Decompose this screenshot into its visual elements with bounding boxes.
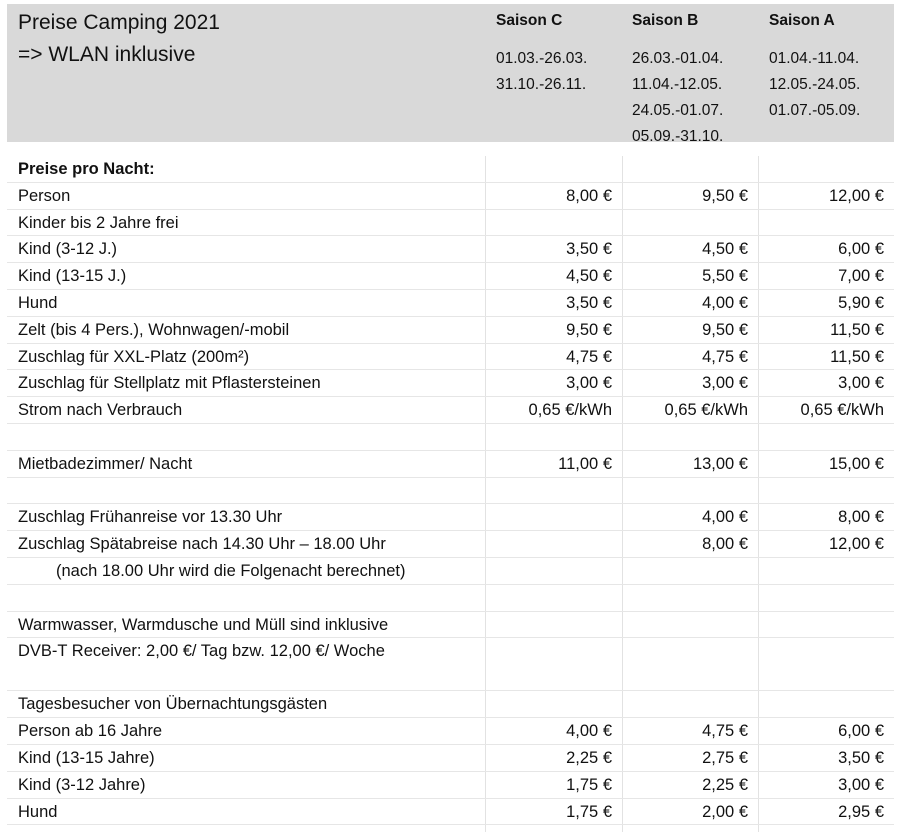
- price-saison-b: 2,00 €: [702, 802, 748, 821]
- season-date-range: 05.09.-31.10.: [632, 128, 724, 145]
- row-label: Preise pro Nacht:: [18, 160, 155, 178]
- row-label: Zuschlag für Stellplatz mit Pflastersteinen: [18, 374, 321, 393]
- season-date-range: 11.04.-12.05.: [632, 76, 723, 93]
- price-saison-b: 4,75 €: [702, 722, 748, 741]
- price-saison-c: 1,75 €: [566, 775, 612, 794]
- season-date-range: 26.03.-01.04.: [632, 50, 724, 67]
- table-row: [7, 424, 894, 451]
- wlan-note: => WLAN inklusive: [18, 43, 196, 66]
- table-row: [7, 558, 894, 585]
- price-saison-b: 0,65 €/kWh: [664, 401, 748, 420]
- row-label: Zelt (bis 4 Pers.), Wohnwagen/-mobil: [18, 320, 290, 339]
- price-saison-a: 8,00 €: [838, 508, 884, 527]
- table-row: [7, 612, 894, 639]
- table-row: [7, 290, 894, 317]
- season-dates: [769, 46, 860, 124]
- table-row: [7, 317, 894, 344]
- table-row: [7, 638, 894, 691]
- price-saison-c: 3,00 €: [566, 374, 612, 393]
- price-saison-a: 6,00 €: [838, 240, 884, 259]
- row-label: Tagesbesucher von Übernachtungsgästen: [18, 695, 328, 714]
- table-row: [7, 478, 894, 505]
- row-label: Person ab 16 Jahre: [18, 722, 163, 741]
- price-saison-c: 11,00 €: [558, 454, 612, 473]
- price-saison-c: 4,75 €: [566, 347, 612, 366]
- table-row: [7, 451, 894, 478]
- table-row: [7, 772, 894, 799]
- row-label: Zuschlag für XXL-Platz (200m²): [18, 347, 250, 366]
- row-label: Mietbadezimmer/ Nacht: [18, 454, 193, 473]
- table-row: [7, 585, 894, 612]
- table-row: [7, 718, 894, 745]
- price-saison-b: 4,00 €: [702, 293, 748, 312]
- table-row: [7, 183, 894, 210]
- price-saison-c: 4,00 €: [566, 722, 612, 741]
- price-saison-c: 8,00 €: [566, 186, 612, 205]
- price-saison-a: 5,90 €: [838, 293, 884, 312]
- table-row: [7, 799, 894, 826]
- table-row: [7, 210, 894, 237]
- table-row: [7, 691, 894, 718]
- row-label: (nach 18.00 Uhr wird die Folgenacht berechnet): [56, 561, 406, 580]
- price-saison-c: 1,75 €: [566, 802, 612, 821]
- price-saison-c: 9,50 €: [566, 320, 612, 339]
- season-name: Saison A: [769, 12, 835, 29]
- price-saison-a: 15,00 €: [828, 454, 884, 473]
- price-saison-b: 8,00 €: [702, 535, 748, 554]
- row-label: Zuschlag Frühanreise vor 13.30 Uhr: [18, 508, 283, 527]
- price-saison-c: 3,50 €: [566, 240, 612, 259]
- season-dates: [632, 46, 723, 150]
- price-saison-b: 9,50 €: [702, 320, 748, 339]
- price-saison-b: 9,50 €: [702, 186, 748, 205]
- row-label: Kinder bis 2 Jahre frei: [18, 213, 179, 232]
- row-label: Kind (3-12 Jahre): [18, 775, 146, 794]
- price-saison-a: 12,00 €: [828, 535, 884, 554]
- table-row: [7, 344, 894, 371]
- season-date-range: 01.07.-05.09.: [769, 102, 861, 119]
- table-row: [7, 531, 894, 558]
- row-label: Zuschlag Spätabreise nach 14.30 Uhr – 18.00 Uhr: [18, 535, 386, 554]
- season-dates: [496, 46, 587, 98]
- price-saison-a: 3,50 €: [838, 748, 884, 767]
- row-label: Kind (13-15 J.): [18, 267, 127, 286]
- season-b-header: [632, 8, 723, 150]
- row-label: Person: [18, 186, 71, 205]
- price-saison-b: 4,75 €: [702, 347, 748, 366]
- table-row: [7, 236, 894, 263]
- row-label: Kind (13-15 Jahre): [18, 748, 155, 767]
- table-row: [7, 370, 894, 397]
- price-saison-b: 4,00 €: [702, 508, 748, 527]
- season-date-range: 24.05.-01.07.: [632, 102, 724, 119]
- price-saison-a: 6,00 €: [838, 722, 884, 741]
- price-saison-b: 5,50 €: [702, 267, 748, 286]
- price-saison-a: 11,50 €: [830, 320, 884, 339]
- price-saison-a: 3,00 €: [838, 374, 884, 393]
- price-saison-a: 12,00 €: [828, 186, 884, 205]
- season-date-range: 12.05.-24.05.: [769, 76, 861, 93]
- table-row: [7, 263, 894, 290]
- price-saison-c: 2,25 €: [566, 748, 612, 767]
- price-rows: [7, 156, 894, 825]
- season-name: Saison C: [496, 12, 563, 29]
- season-name: Saison B: [632, 12, 699, 29]
- table-row: [7, 745, 894, 772]
- row-label: Kind (3-12 J.): [18, 240, 118, 259]
- price-saison-b: 2,25 €: [702, 775, 748, 794]
- price-saison-a: 3,00 €: [838, 775, 884, 794]
- price-saison-b: 4,50 €: [702, 240, 748, 259]
- price-table: [7, 142, 894, 832]
- row-label: Strom nach Verbrauch: [18, 401, 183, 420]
- price-saison-a: 2,95 €: [838, 802, 884, 821]
- price-saison-c: 4,50 €: [566, 267, 612, 286]
- price-saison-c: 3,50 €: [566, 293, 612, 312]
- price-saison-b: 13,00 €: [692, 454, 748, 473]
- season-date-range: 01.03.-26.03.: [496, 50, 588, 67]
- price-saison-a: 7,00 €: [838, 267, 884, 286]
- price-saison-c: 0,65 €/kWh: [528, 401, 612, 420]
- table-row: [7, 397, 894, 424]
- page-title: Preise Camping 2021: [18, 11, 220, 34]
- price-saison-b: 2,75 €: [702, 748, 748, 767]
- row-label: DVB-T Receiver: 2,00 €/ Tag bzw. 12,00 €/ Woche: [18, 642, 385, 661]
- season-a-header: [769, 8, 860, 124]
- row-label: Warmwasser, Warmdusche und Müll sind inklusive: [18, 615, 389, 634]
- row-label: Hund: [18, 293, 58, 312]
- price-table-header: [7, 4, 894, 145]
- table-row: [7, 156, 894, 183]
- price-saison-b: 3,00 €: [702, 374, 748, 393]
- season-c-header: [496, 8, 587, 98]
- price-saison-a: 0,65 €/kWh: [800, 401, 884, 420]
- season-date-range: 31.10.-26.11.: [496, 76, 587, 93]
- row-label: Hund: [18, 802, 58, 821]
- season-date-range: 01.04.-11.04.: [769, 50, 860, 67]
- price-saison-a: 11,50 €: [830, 347, 884, 366]
- table-row: [7, 504, 894, 531]
